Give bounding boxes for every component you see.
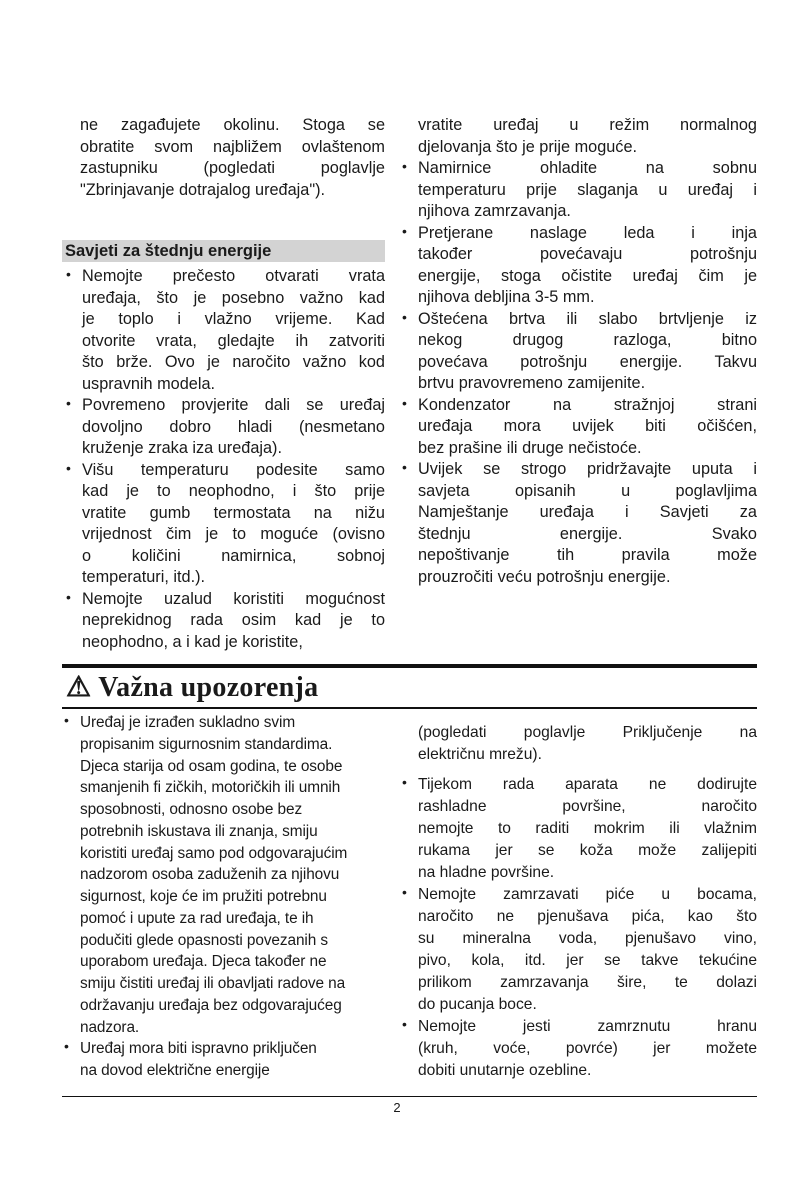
energy-intro-paragraph: [80, 115, 385, 201]
text-line: prilikom zamrzavanja šire, te dolazi: [418, 974, 757, 991]
bullet-icon: •: [402, 774, 407, 790]
list-item: [398, 459, 757, 588]
text-line: vrijednost čim je to moguće (ovisno: [82, 525, 385, 543]
text-line: bez prašine ili druge nečistoće.: [418, 438, 642, 457]
text-line: nemojte to raditi mokrim ili vlažnim: [418, 820, 757, 837]
paragraph: [80, 115, 385, 201]
text-line: neophodno, a i kad je koristite,: [82, 632, 303, 651]
list-item: [398, 395, 757, 460]
text-line: podučiti glede opasnosti povezanih s: [80, 931, 328, 949]
text-line: Oštećena brtva ili slabo brtvljenje iz: [418, 309, 757, 328]
text-line: Uređaj mora biti ispravno priključen: [80, 1040, 317, 1058]
text-line: obratite svom najbližem ovlaštenom: [80, 137, 385, 156]
text-line: nadzora.: [80, 1018, 140, 1036]
text-line: na hladne površine.: [418, 864, 555, 881]
text-line: smanjenih fi zičkih, motoričkih ili umnih: [80, 779, 341, 797]
bullet-icon: •: [402, 222, 407, 239]
page-number: 2: [393, 1100, 401, 1115]
footer-divider: [62, 1096, 757, 1097]
text-line: rukama jer se koža može zalijepiti: [418, 842, 757, 859]
text-line: Nemojte prečesto otvarati vrata: [82, 267, 385, 285]
text-line: temperaturi, itd.).: [82, 568, 206, 586]
text-line: je toplo i vlažno vrijeme. Kad: [82, 310, 385, 328]
text-line: koristiti uređaj samo pod odgovarajućim: [80, 844, 348, 862]
list-item: [398, 1016, 757, 1082]
text-line: nekog drugog razloga, bitno: [418, 331, 757, 349]
text-line: Višu temperaturu podesite samo: [82, 460, 385, 479]
text-line: uređaja mora uvijek biti očišćen,: [418, 417, 757, 435]
list-item: [62, 460, 385, 589]
bullet-icon: •: [402, 459, 407, 475]
warnings-list-left: [60, 712, 380, 1082]
bullet-icon: •: [402, 158, 407, 174]
text-line: što brže. Ovo je naročito važno kod: [82, 353, 385, 371]
bullet-icon: •: [402, 308, 407, 325]
spacer: [398, 766, 757, 774]
text-line: potrebnih iskustava ili znanja, smiju: [80, 822, 318, 840]
bullet-icon: •: [64, 1038, 69, 1055]
text-line: Kondenzator na stražnjoj strani: [418, 395, 757, 414]
text-line: pivo, kola, itd. jer se takve tekućine: [418, 952, 757, 969]
text-line: ne zagađujete okolinu. Stoga se: [80, 116, 385, 134]
text-line: energije, stoga očistite uređaj čim je: [418, 266, 757, 285]
energy-tips-list-right: [398, 115, 757, 588]
bullet-icon: •: [402, 1016, 407, 1032]
warning-triangle-icon: ⚠: [66, 672, 92, 703]
text-line: vratite gumb termostata na nižu: [82, 503, 385, 522]
text-line: sigurnost, koje će im pružiti potrebnu: [80, 888, 327, 905]
text-line: dobiti unutarnje ozebline.: [418, 1062, 592, 1079]
paragraph: [398, 115, 757, 158]
bullet-icon: •: [64, 712, 69, 728]
bullet-icon: •: [402, 394, 407, 411]
text-line: Namirnice ohladite na sobnu: [418, 159, 757, 177]
warnings-title-text: Važna upozorenja: [98, 672, 319, 703]
text-line: Uvijek se strogo pridržavajte uputa i: [418, 460, 757, 478]
text-line: uspravnih modela.: [82, 374, 216, 393]
list-item: [398, 309, 757, 395]
list-item: [60, 1038, 380, 1082]
energy-tips-list-left: [62, 266, 385, 653]
text-line: Povremeno provjerite dali se uređaj: [82, 396, 385, 414]
text-line: pomoć i upute za rad uređaja, te ih: [80, 909, 314, 927]
warnings-title: [66, 671, 318, 705]
text-line: sposobnosti, odnosno osobe bez: [80, 801, 303, 818]
text-line: temperaturu prije slaganja u uređaj i: [418, 180, 757, 199]
list-item: [398, 884, 757, 1016]
text-line: Djeca starija od osam godina, te osobe: [80, 757, 343, 775]
paragraph: [398, 722, 757, 766]
text-line: su mineralna voda, pjenušavo vino,: [418, 930, 757, 947]
text-line: njihova debljina 3-5 mm.: [418, 288, 595, 306]
list-item: [60, 712, 380, 1038]
list-item: [62, 589, 385, 654]
list-item: [62, 395, 385, 460]
warnings-list-right: [398, 722, 757, 1082]
text-line: smiju čistiti uređaj ili obavljati radove na: [80, 975, 346, 992]
text-line: kruženje zraka iza uređaja).: [82, 439, 282, 457]
list-item: [398, 774, 757, 884]
text-line: nepoštivanje tih pravila može: [418, 546, 757, 564]
text-line: o količini namirnica, sobnoj: [82, 546, 385, 565]
text-line: brtvu pravovremeno zamijenite.: [418, 374, 646, 392]
list-item: [62, 266, 385, 395]
text-line: električnu mrežu).: [418, 746, 542, 763]
text-line: Uređaj je izrađen sukladno svim: [80, 714, 296, 731]
text-line: vratite uređaj u režim normalnog: [418, 116, 757, 134]
text-line: naročito ne pjenušava pića, kao što: [418, 908, 757, 925]
text-line: djelovanja što je prije moguće.: [418, 137, 638, 156]
text-line: kad je to neophodno, i što prije: [82, 482, 385, 500]
bullet-icon: •: [66, 266, 71, 282]
text-line: dovoljno dobro hladi (nesmetano: [82, 417, 385, 436]
text-line: do pucanja boce.: [418, 996, 537, 1013]
list-item: [398, 158, 757, 223]
text-line: (kruh, voće, povrće) jer možete: [418, 1040, 757, 1057]
text-line: zastupniku (pogledati poglavlje: [80, 159, 385, 177]
bullet-icon: •: [66, 395, 71, 411]
text-line: njihova zamrzavanja.: [418, 202, 571, 220]
text-line: nadzorom osoba zaduženih za njihovu: [80, 866, 340, 884]
section-heading-energy-saving: Savjeti za štednju energije: [62, 240, 385, 262]
list-item: [398, 223, 757, 309]
text-line: "Zbrinjavanje dotrajalog uređaja").: [80, 180, 326, 199]
text-line: Pretjerane naslage leda i inja: [418, 223, 757, 242]
text-line: propisanim sigurnosnim standardima.: [80, 735, 333, 753]
bullet-icon: •: [402, 884, 407, 900]
text-line: uređaja, što je posebno važno kad: [82, 288, 385, 307]
text-line: (pogledati poglavlje Priključenje na: [418, 724, 757, 741]
text-line: na dovod električne energije: [80, 1062, 270, 1079]
text-line: štednju energije. Svako: [418, 524, 757, 543]
text-line: održavanju uređaja bez odgovarajućeg: [80, 996, 342, 1014]
section-divider-thick: [62, 664, 757, 668]
text-line: uporabom uređaja. Djeca također ne: [80, 953, 327, 971]
bullet-icon: •: [66, 459, 71, 476]
text-line: povećava potrošnju energije. Takvu: [418, 352, 757, 371]
text-line: neprekidnog rada osim kad je to: [82, 611, 385, 629]
text-line: otvorite vrata, gledajte ih zatvoriti: [82, 331, 385, 350]
section-divider-thin: [62, 707, 757, 709]
text-line: prouzročiti veću potrošnju energije.: [418, 567, 671, 586]
text-line: savjeta opisanih u poglavljima: [418, 481, 757, 500]
text-line: također povećavaju potrošnju: [418, 245, 757, 263]
text-line: Nemojte zamrzavati piće u bocama,: [418, 886, 757, 903]
text-line: Nemojte jesti zamrznutu hranu: [418, 1018, 757, 1035]
text-line: Namještanje uređaja i Savjeti za: [418, 503, 757, 521]
text-line: rashladne površine, naročito: [418, 798, 757, 815]
text-line: Tijekom rada aparata ne dodirujte: [418, 776, 757, 793]
bullet-icon: •: [66, 588, 71, 605]
text-line: Nemojte uzalud koristiti mogućnost: [82, 589, 385, 608]
